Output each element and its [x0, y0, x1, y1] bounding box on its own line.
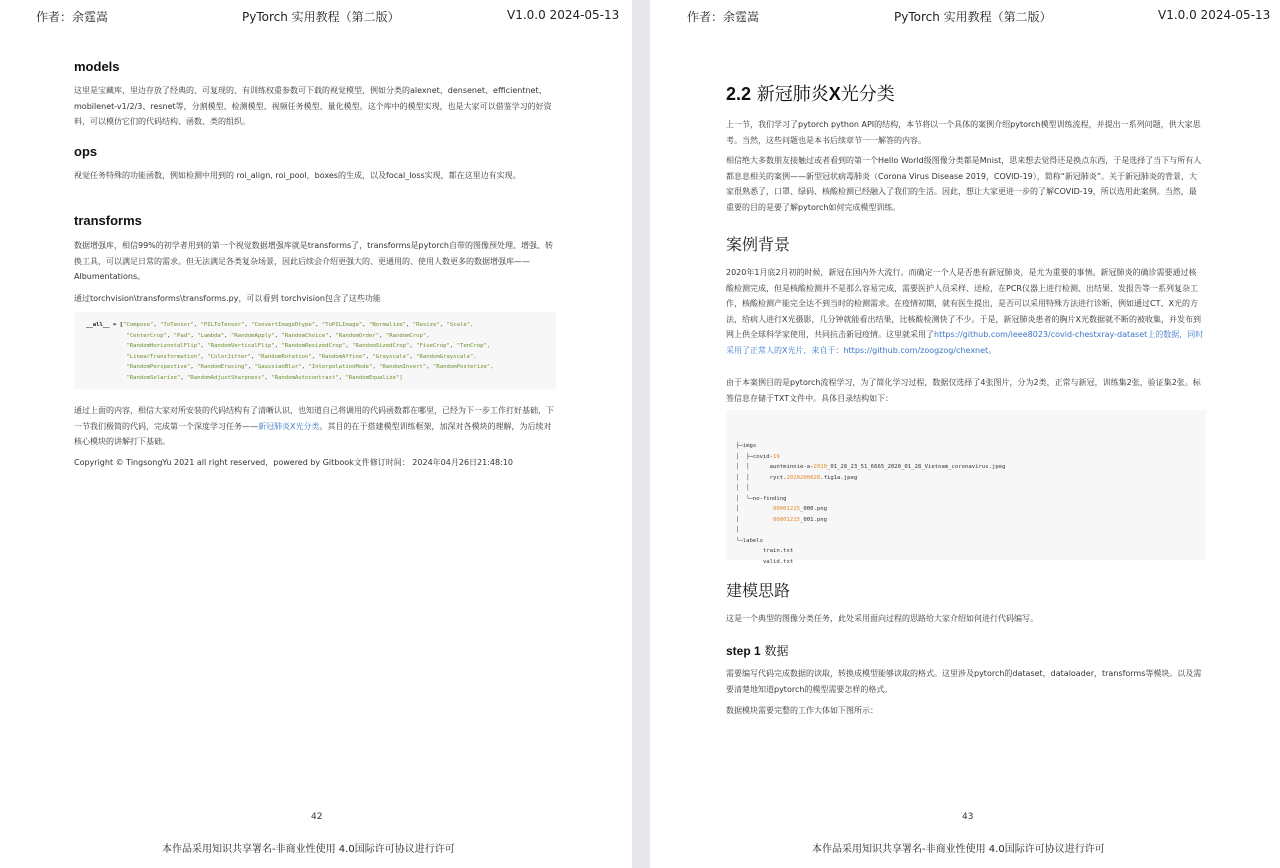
paragraph-summary	[74, 403, 554, 450]
copyright-line: Copyright © TingsongYu 2021 all right reserved，powered by Gitbook文件修订时间： 2024年04月26日21:48:10	[74, 458, 513, 467]
paragraph-models: 这里是宝藏库，里边存放了经典的、可复现的、有训练权重参数可下载的视觉模型，例如分类的alexnet、densenet、efficientnet、mobilenet-v1/2/3、resnet等，分割模型、检测模型、视频任务模型、量化模型。这个库中的模型实现，也是大家可以借鉴学习的好资料，可以模仿它们的代码结构、函数、类的组织。	[74, 86, 552, 126]
license-footer: 本作品采用知识共享署名-非商业性使用 4.0国际许可协议进行许可	[162, 844, 455, 855]
page-number: 42	[311, 812, 323, 822]
paragraph-modeling: 这是一个典型的图像分类任务，此处采用面向过程的思路给大家介绍如何进行代码编写。	[726, 614, 1038, 623]
code-line: "CenterCrop", "Pad", "Lambda", "RandomApply", "RandomChoice", "RandomOrder", "RandomCrop",	[126, 332, 430, 339]
document-page-43	[650, 0, 1280, 868]
tree-line: │ │ ryct.2020200028.fig1a.jpeg	[736, 474, 858, 481]
code-block-transforms	[74, 312, 556, 389]
link-covid-xray[interactable]: 新冠肺炎X光分类	[258, 421, 320, 431]
page-gutter	[632, 0, 650, 868]
code-line: "RandomHorizontalFlip", "RandomVerticalFlip", "RandomResizedCrop", "RandomSizedCrop", "FiveCrop", "TenCrop",	[126, 343, 491, 349]
page-number: 43	[962, 812, 974, 822]
header-version: V1.0.0 2024-05-13	[507, 8, 620, 22]
tree-line: │ └─no-finding	[736, 495, 787, 502]
summary-text-a: 通过上面的内容，相信大家对所安装的代码结构有了清晰认识，也知道自己将调用的代码函数都在哪里，已经为下一步工作打好基础，下一节我们极简的代码，完成第一个深度学习任务——	[74, 406, 554, 431]
tree-line: │ 00001215_001.png	[736, 516, 827, 523]
header-title: PyTorch 实用教程（第二版）	[242, 10, 400, 24]
section-number: 2.2	[726, 84, 752, 104]
tree-line: train.txt	[736, 548, 794, 554]
code-lines	[86, 320, 556, 383]
header-author: 作者：余霆嵩	[36, 10, 109, 24]
paragraph-step-1: 需要编写代码完成数据的读取，转换成模型能够读取的格式。这里涉及pytorch的dataset，dataloader，transforms等模块。以及需要清楚地知道pytorch的模型需要怎样的格式。	[726, 669, 1202, 694]
section-title: 2.2 新冠肺炎X光分类	[726, 84, 895, 105]
heading-transforms: transforms	[74, 213, 142, 228]
paragraph-data-intro: 由于本案例目的是pytorch流程学习，为了简化学习过程，数据仅选择了4张图片，分为2类，正常与新冠，训练集2张，验证集2张。标签信息存储于TXT文件中。具体目录结构如下：	[726, 378, 1201, 403]
tree-lines	[736, 441, 1206, 567]
tree-line: valid.txt	[736, 558, 794, 565]
header-version: V1.0.0 2024-05-13	[1158, 8, 1271, 22]
tree-line: │ │ auntminnie-a-2020_01_28_23_51_6665_2020_01_28_Vietnam_coronavirus.jpeg	[736, 464, 1006, 470]
heading-step-1: step 1 数据	[726, 644, 789, 658]
tree-line: ├─imgs	[736, 443, 757, 449]
link-dataset[interactable]: https://github.com/ieee8023/covid-chestxray-dataset上的数据，同时采用了正常人的X光片，来自于：https://github.com/zoogzog/chexnet	[726, 330, 1204, 355]
paragraph-intro-2: 相信绝大多数朋友接触过或者看到的第一个Hello World级图像分类都是Mnist，思来想去觉得还是换点东西，于是选择了当下与所有人都息息相关的案例——新型冠状病毒肺炎（Corona Virus Disease 2019，COVID-19），简称“新冠肺炎”。关于新冠肺炎的背景，大家很熟悉了，口罩、绿码、核酸检测已经融入了我们的生活。因此，想让大家更进一步的了解COVID-19，所以选用此案例。当然，最重要的目的是要了解pytorch如何完成模型训练。	[726, 156, 1202, 212]
code-line: "LinearTransformation", "ColorJitter", "RandomRotation", "RandomAffine", "Grayscale", "RandomGrayscale",	[126, 353, 477, 360]
heading-case-background: 案例背景	[726, 235, 791, 254]
tree-line: │	[736, 527, 740, 533]
code-line: "RandomPerspective", "RandomErasing", "GaussianBlur", "InterpolationMode", "RandomInvert", "RandomPosterize",	[126, 364, 494, 370]
paragraph-ops: 视觉任务特殊的功能函数，例如检测中用到的 roi_align, roi_pool，boxes的生成，以及focal_loss实现，都在这里边有实现。	[74, 171, 521, 180]
tree-line: │ │	[736, 485, 750, 491]
heading-ops: ops	[74, 144, 98, 159]
header-author: 作者：余霆嵩	[687, 10, 760, 24]
paragraph-intro-1: 上一节，我们学习了pytorch python API的结构，本节将以一个具体的案例介绍pytorch模型训练流程，并提出一系列问题，供大家思考。当然，这些问题也是本书后续章节一一解答的内容。	[726, 120, 1201, 145]
code-line: "RandomSolarize", "RandomAdjustSharpness", "RandomAutocontrast", "RandomEqualize"]	[126, 374, 403, 381]
summary-text-b: 。其目的在于搭建模型训练框架，加深对各模块的理解，为后续对核心模块的讲解打下基础。	[74, 421, 552, 446]
paragraph-step-1-b: 数据模块需要完整的工作大体如下图所示：	[726, 706, 878, 715]
header-title: PyTorch 实用教程（第二版）	[894, 10, 1052, 24]
paragraph-background: 2020年1月底2月初的时候，新冠在国内外大流行。而确定一个人是否患有新冠肺炎，是尤为重要的事情。新冠肺炎的确诊需要通过核酸检测完成，但是核酸检测并不是那么容易完成，需要医护人员采样、送检，在PCR仪器上进行检测、出结果、发报告等一系列复杂工作，核酸检测产能完全达不到当时的检测需求。在疫情初期，就有医生提出，是否可以采用特殊方法进行诊断，例如通过CT、X光的方法，给病人进行X光摄影，几分钟就能看出结果，比核酸检测快了不少。于是，新冠肺炎患者的胸片X光数据就不断的被收集，并发布到网上供全球科学家使用，共同抗击新冠疫情。这里就采用了https://github.com/ieee8023/covid-chestxray-dataset上的数据，同时采用了正常人的X光片，来自于：https://github.com/zoogzog/chexnet。	[726, 268, 1204, 355]
tree-line: └─labels	[736, 537, 763, 544]
paragraph-transforms: 数据增强库，相信99%的初学者用到的第一个视觉数据增强库就是transforms了，transforms是pytorch自带的图像预处理、增强、转换工具，可以满足日常的需求。但无法满足各类复杂场景，因此后续会介绍更强大的、更通用的、使用人数更多的数据增强库——Albumentations。	[74, 241, 553, 281]
tree-line: │ 00001215_000.png	[736, 506, 827, 512]
heading-models: models	[74, 59, 120, 74]
document-page-42	[0, 0, 632, 868]
code-block-directory-tree	[726, 410, 1206, 565]
tree-line: │ ├─covid-19	[736, 453, 780, 460]
heading-modeling-approach: 建模思路	[726, 581, 791, 600]
license-footer: 本作品采用知识共享署名-非商业性使用 4.0国际许可协议进行许可	[812, 844, 1105, 855]
code-line: __all__ = ["Compose", "ToTensor", "PILToTensor", "ConvertImageDtype", "ToPILImage", "Normalize", "Resize", "Scale",	[86, 322, 474, 328]
paragraph-transforms-path: 通过torchvision\transforms\transforms.py，可以看到 torchvision包含了这些功能	[74, 294, 381, 303]
